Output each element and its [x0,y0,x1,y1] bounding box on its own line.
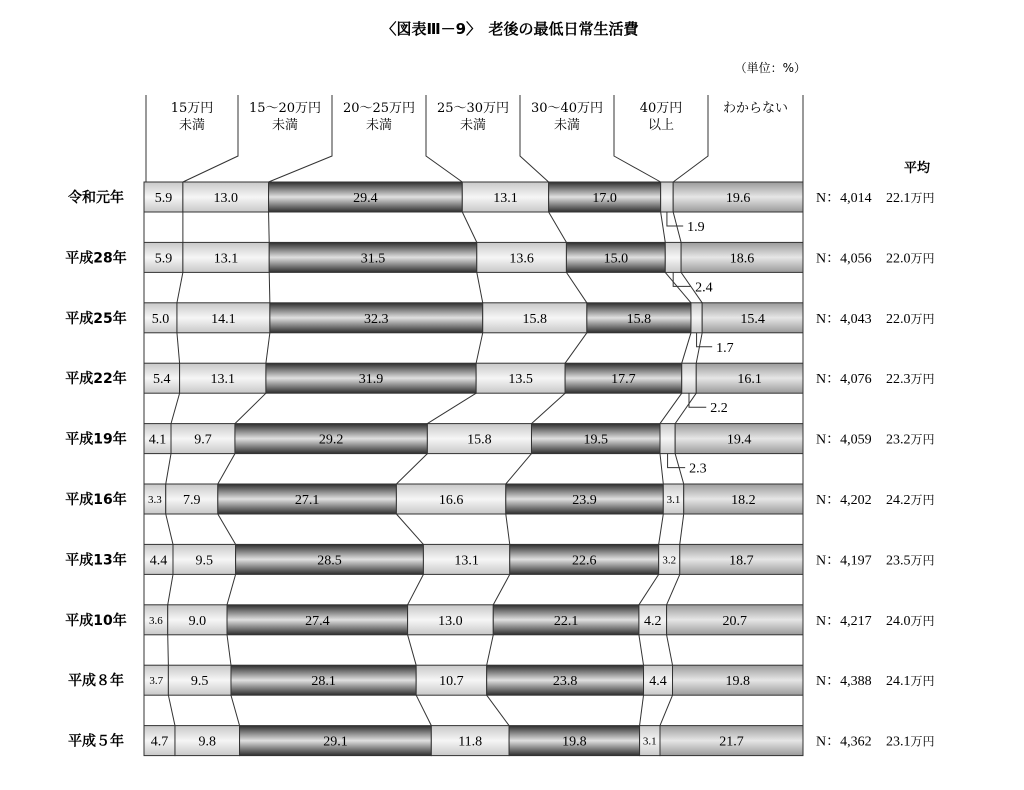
data-label: 32.3 [364,311,389,327]
callout-label: 2.4 [695,280,713,296]
category-label: 平成19年 [65,431,127,448]
connector-line [235,393,266,423]
connector-line [665,272,691,302]
data-label: 18.6 [729,251,755,267]
data-label: 17.7 [611,372,636,388]
category-label: 令和元年 [68,190,124,206]
connector-line [659,514,664,544]
callout-label: 2.2 [710,401,728,417]
data-label: 20.7 [722,613,748,629]
connector-line [639,635,644,665]
data-label: 5.9 [154,251,173,267]
connector-line [427,393,476,423]
n-label: N：4,043 [816,311,872,327]
connector-line [682,333,691,363]
data-label: 19.5 [583,432,608,448]
connector-line [565,333,587,363]
connector-line [269,272,270,302]
data-label: 22.6 [571,553,597,569]
bar-segment [665,242,681,272]
callout-line [668,454,686,468]
data-label: 3.1 [642,735,657,748]
average-label: 23.2万円 [886,432,935,448]
connector-line [506,514,510,544]
data-label: 21.7 [719,734,744,750]
category-label: 平成13年 [65,552,127,569]
connector-line [166,454,171,484]
data-label: 13.0 [213,191,238,206]
data-label: 4.4 [149,553,168,569]
data-label: 29.2 [318,432,344,448]
data-label: 15.8 [467,432,492,448]
data-label: 9.8 [198,734,217,750]
connector-line [396,514,423,544]
bar-segment [660,424,675,454]
connector-line [675,454,684,484]
callout-label: 1.7 [716,340,734,356]
data-label: 11.8 [458,734,483,750]
category-label: 平成25年 [65,310,127,327]
bar-segment [661,182,674,212]
connector-line [640,695,644,725]
n-label: N：4,388 [816,674,872,690]
callout-label: 2.3 [689,461,707,477]
n-label: N：4,362 [816,734,872,750]
average-label: 22.1万円 [886,191,935,206]
category-label: 平成10年 [65,612,127,629]
category-label: 平成28年 [65,250,127,267]
data-label: 19.6 [725,191,751,206]
data-label: 3.7 [149,675,164,688]
legend-headers [146,95,803,182]
data-label: 5.0 [151,311,170,327]
data-label: 15.8 [522,311,548,327]
connector-line [177,272,183,302]
category-label: 平成16年 [65,492,127,508]
average-label: 24.2万円 [886,493,935,508]
connector-line [231,695,240,725]
data-label: 29.1 [323,734,348,750]
connector-line [177,333,180,363]
connector-line [227,635,231,665]
callout-line [697,333,713,347]
average-label: 22.0万円 [886,311,935,327]
data-label: 9.0 [188,613,207,629]
average-label: 23.5万円 [886,553,935,569]
legend-label: 25～30万円未満 [436,101,510,133]
data-label: 19.4 [726,432,752,448]
data-label: 13.6 [509,251,534,267]
connector-line [396,454,427,484]
n-label: N：4,014 [816,191,872,206]
data-label: 4.2 [643,613,662,629]
data-label: 3.2 [662,554,677,567]
data-label: 4.4 [649,674,667,690]
connector-line [218,514,236,544]
connector-line [477,272,483,302]
connector-line [667,635,673,665]
data-label: 13.5 [508,372,533,388]
data-label: 29.4 [353,191,378,206]
connector-line [487,635,494,665]
data-label: 9.7 [194,432,212,448]
data-label: 23.8 [552,674,578,690]
data-label: 13.0 [438,613,463,629]
connector-line [171,393,180,423]
connector-line [408,635,417,665]
data-label: 19.8 [725,674,751,690]
data-label: 18.2 [731,493,756,508]
connector-line [416,695,431,725]
data-label: 9.5 [195,553,214,569]
data-label: 15.0 [603,251,629,267]
average-label: 24.1万円 [886,674,935,690]
connector-line [661,212,666,242]
connector-line [166,514,173,544]
legend-label: 30～40万円未満 [530,101,604,133]
data-label: 22.1 [553,613,579,629]
n-label: N：4,059 [816,432,872,448]
data-label: 15.8 [626,311,652,327]
data-label: 16.6 [438,493,464,508]
connector-line [531,393,565,423]
unit-note: （単位：%） [734,61,806,75]
connector-line [269,212,270,242]
bar-segment [682,363,696,393]
average-label: 22.0万円 [886,251,935,267]
average-label: 22.3万円 [886,372,935,388]
data-label: 13.1 [493,191,518,206]
legend-label: 15～20万円未満 [248,101,322,133]
connector-line [168,635,169,665]
chart-title: 〈図表Ⅲ－9〉 老後の最低日常生活費 [381,20,639,38]
connector-line [227,574,236,604]
data-label: 13.1 [454,553,479,569]
legend-label: 15万円未満 [170,101,214,133]
connector-line [673,212,681,242]
data-label: 4.1 [148,432,167,448]
average-header: 平均 [903,161,931,176]
legend-label: 20～25万円未満 [342,101,416,133]
connector-line [639,574,659,604]
data-label: 7.9 [183,493,201,508]
data-label: 3.1 [666,494,681,506]
connector-line [266,333,270,363]
data-label: 3.6 [148,614,163,627]
average-label: 23.1万円 [886,734,935,750]
data-label: 31.9 [358,372,384,388]
connector-line [660,454,663,484]
data-label: 13.1 [213,251,239,267]
connector-line [168,695,175,725]
connector-line [680,514,684,544]
data-label: 18.7 [729,553,754,569]
legend-label: わからない [722,101,789,116]
data-label: 3.3 [147,494,162,506]
data-label: 13.1 [210,372,236,388]
connector-line [667,574,680,604]
callout-label: 1.9 [687,220,705,235]
n-label: N：4,202 [816,493,872,508]
average-label: 24.0万円 [886,613,935,629]
category-label: 平成22年 [65,371,127,388]
data-label: 27.1 [294,493,320,508]
data-label: 31.5 [360,251,386,267]
connector-line [506,454,532,484]
connector-line [462,212,476,242]
connector-line [168,574,173,604]
data-label: 4.7 [150,734,169,750]
data-label: 15.4 [740,311,765,327]
data-label: 17.0 [592,191,617,206]
data-label: 27.4 [305,613,330,629]
category-label: 平成８年 [68,673,124,690]
data-label: 28.1 [311,674,336,690]
n-label: N：4,197 [816,553,872,569]
data-label: 19.8 [562,734,587,750]
category-label: 平成５年 [68,733,124,750]
connector-line [549,212,567,242]
bar-segment [691,303,702,333]
connector-line [660,695,673,725]
data-label: 16.1 [737,372,762,388]
data-label: 14.1 [211,311,236,327]
data-label: 23.9 [572,493,597,508]
n-label: N：4,056 [816,251,872,267]
connector-line [476,333,483,363]
data-label: 5.9 [154,191,173,206]
legend-label: 40万円以上 [639,101,683,133]
data-label: 10.7 [439,674,464,690]
connector-line [218,454,235,484]
connector-line [566,272,586,302]
connector-line [696,333,702,363]
n-label: N：4,076 [816,372,872,388]
connector-line [408,574,424,604]
data-label: 9.5 [190,674,209,690]
connector-line [493,574,509,604]
connector-line [487,695,509,725]
data-label: 28.5 [317,553,342,569]
n-label: N：4,217 [816,613,872,629]
data-label: 5.4 [153,372,171,388]
